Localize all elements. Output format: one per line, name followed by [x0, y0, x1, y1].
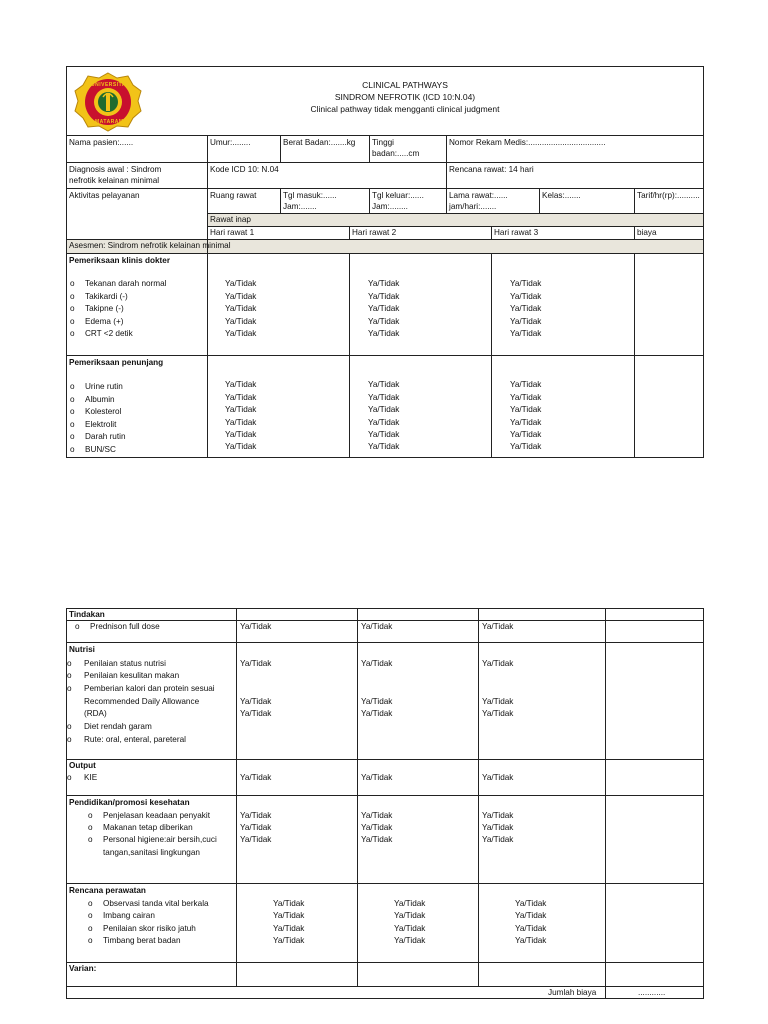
- ya-tidak-option[interactable]: Ya/Tidak: [368, 430, 400, 439]
- rencana-item: Observasi tanda vital berkala: [103, 899, 209, 908]
- ya-tidak-option[interactable]: Ya/Tidak: [225, 418, 257, 427]
- ya-tidak-option[interactable]: Ya/Tidak: [394, 936, 426, 945]
- ya-tidak-option[interactable]: Ya/Tidak: [225, 380, 257, 389]
- rencana-item: Penilaian skor risiko jatuh: [103, 924, 196, 933]
- rencana-rawat: Rencana rawat: 14 hari: [449, 165, 534, 174]
- bullet-icon: o: [88, 823, 93, 832]
- page-note: Clinical pathway tidak mengganti clinical judgment: [310, 104, 500, 114]
- ya-tidak-option[interactable]: Ya/Tidak: [240, 622, 272, 631]
- klinis-item: CRT <2 detik: [85, 329, 133, 338]
- penunjang-item: Kolesterol: [85, 407, 122, 416]
- ya-tidak-option[interactable]: Ya/Tidak: [510, 380, 542, 389]
- ya-tidak-option[interactable]: Ya/Tidak: [368, 317, 400, 326]
- ya-tidak-option[interactable]: Ya/Tidak: [225, 393, 257, 402]
- ya-tidak-option[interactable]: Ya/Tidak: [368, 304, 400, 313]
- pendidikan-item: tangan,sanitasi lingkungan: [103, 848, 200, 857]
- tindakan-title: Tindakan: [69, 610, 105, 619]
- bullet-icon: o: [88, 911, 93, 920]
- ya-tidak-option[interactable]: Ya/Tidak: [273, 936, 305, 945]
- logo-text-top: UNIVERSITAS: [91, 82, 130, 88]
- bullet-icon: o: [67, 773, 72, 782]
- ya-tidak-option[interactable]: Ya/Tidak: [225, 304, 257, 313]
- ya-tidak-option[interactable]: Ya/Tidak: [394, 924, 426, 933]
- pendidikan-item: Penjelasan keadaan penyakit: [103, 811, 210, 820]
- bullet-icon: o: [88, 811, 93, 820]
- ya-tidak-option[interactable]: Ya/Tidak: [515, 899, 547, 908]
- jam-keluar-field[interactable]: Jam:........: [372, 202, 408, 211]
- diagnosis-label-2: nefrotik kelainan minimal: [69, 176, 160, 185]
- berat-badan-field[interactable]: Berat Badan:.......kg: [283, 138, 356, 147]
- klinis-title: Pemeriksaan klinis dokter: [69, 256, 171, 265]
- bullet-icon: o: [70, 445, 75, 454]
- nutrisi-item: (RDA): [84, 709, 107, 718]
- ya-tidak-option[interactable]: Ya/Tidak: [515, 924, 547, 933]
- hari-rawat-1-label: Hari rawat 1: [210, 228, 255, 237]
- output-title: Output: [69, 761, 96, 770]
- ya-tidak-option[interactable]: Ya/Tidak: [510, 418, 542, 427]
- kelas-field[interactable]: Kelas:.......: [542, 191, 581, 200]
- bullet-icon: o: [67, 722, 72, 731]
- ya-tidak-option[interactable]: Ya/Tidak: [240, 835, 272, 844]
- jumlah-biaya-field[interactable]: ............: [638, 988, 666, 997]
- ya-tidak-option[interactable]: Ya/Tidak: [361, 811, 393, 820]
- ya-tidak-option[interactable]: Ya/Tidak: [482, 697, 514, 706]
- penunjang-item: Elektrolit: [85, 420, 117, 429]
- penunjang-item: Darah rutin: [85, 432, 126, 441]
- ya-tidak-option[interactable]: Ya/Tidak: [368, 418, 400, 427]
- hari-rawat-2-label: Hari rawat 2: [352, 228, 397, 237]
- bullet-icon: o: [70, 382, 75, 391]
- ya-tidak-option[interactable]: Ya/Tidak: [225, 279, 257, 288]
- jam-hari-field[interactable]: jam/hari:.......: [449, 202, 497, 211]
- ya-tidak-option[interactable]: Ya/Tidak: [361, 835, 393, 844]
- ya-tidak-option[interactable]: Ya/Tidak: [273, 924, 305, 933]
- ya-tidak-option[interactable]: Ya/Tidak: [510, 442, 542, 451]
- ya-tidak-option[interactable]: Ya/Tidak: [240, 773, 272, 782]
- ya-tidak-option[interactable]: Ya/Tidak: [240, 697, 272, 706]
- jam-masuk-field[interactable]: Jam:.......: [283, 202, 317, 211]
- tinggi-badan-field[interactable]: badan:.....cm: [372, 149, 420, 158]
- rencana-item: Imbang cairan: [103, 911, 155, 920]
- ya-tidak-option[interactable]: Ya/Tidak: [510, 405, 542, 414]
- penunjang-item: Urine rutin: [85, 382, 123, 391]
- page-subtitle: SINDROM NEFROTIK (ICD 10:N.04): [334, 92, 476, 102]
- ya-tidak-option[interactable]: Ya/Tidak: [510, 430, 542, 439]
- klinis-item: Edema (+): [85, 317, 124, 326]
- ya-tidak-option[interactable]: Ya/Tidak: [361, 709, 393, 718]
- ya-tidak-option[interactable]: Ya/Tidak: [394, 911, 426, 920]
- ya-tidak-option[interactable]: Ya/Tidak: [510, 317, 542, 326]
- university-logo: [73, 71, 143, 133]
- bullet-icon: o: [70, 420, 75, 429]
- bullet-icon: o: [67, 671, 72, 680]
- bullet-icon: o: [70, 407, 75, 416]
- klinis-item: Takipne (-): [85, 304, 124, 313]
- bullet-icon: o: [67, 684, 72, 693]
- logo-text-bottom: MATARAM: [95, 119, 124, 125]
- ya-tidak-option[interactable]: Ya/Tidak: [368, 442, 400, 451]
- ya-tidak-option[interactable]: Ya/Tidak: [368, 279, 400, 288]
- nutrisi-item: Penilaian kesulitan makan: [84, 671, 180, 680]
- nutrisi-title: Nutrisi: [69, 645, 95, 654]
- penunjang-title: Pemeriksaan penunjang: [69, 358, 164, 367]
- ya-tidak-option[interactable]: Ya/Tidak: [225, 292, 257, 301]
- bullet-icon: o: [88, 899, 93, 908]
- ya-tidak-option[interactable]: Ya/Tidak: [510, 292, 542, 301]
- ya-tidak-option[interactable]: Ya/Tidak: [225, 442, 257, 451]
- ya-tidak-option[interactable]: Ya/Tidak: [482, 835, 514, 844]
- bullet-icon: o: [70, 304, 75, 313]
- bullet-icon: o: [88, 936, 93, 945]
- bullet-icon: o: [70, 317, 75, 326]
- ya-tidak-option[interactable]: Ya/Tidak: [240, 659, 272, 668]
- bullet-icon: o: [70, 432, 75, 441]
- ruang-rawat[interactable]: Ruang rawat: [210, 191, 257, 200]
- tindakan-item: Prednison full dose: [90, 622, 160, 631]
- ya-tidak-option[interactable]: Ya/Tidak: [368, 405, 400, 414]
- icd-code: Kode ICD 10: N.04: [210, 165, 279, 174]
- bullet-icon: o: [70, 329, 75, 338]
- bullet-icon: o: [70, 395, 75, 404]
- nutrisi-item: Recommended Daily Allowance: [84, 697, 200, 706]
- rencana-item: Timbang berat badan: [103, 936, 181, 945]
- ya-tidak-option[interactable]: Ya/Tidak: [510, 329, 542, 338]
- pendidikan-item: Personal higiene:air bersih,cuci: [103, 835, 217, 844]
- ya-tidak-option[interactable]: Ya/Tidak: [515, 911, 547, 920]
- biaya-label: biaya: [637, 228, 657, 237]
- rawat-inap-label: Rawat inap: [210, 215, 251, 224]
- page-title: CLINICAL PATHWAYS: [362, 80, 448, 90]
- tgl-keluar-field[interactable]: Tgl keluar:......: [372, 191, 424, 200]
- bullet-icon: o: [88, 924, 93, 933]
- nutrisi-item: Rute: oral, enteral, pareteral: [84, 735, 186, 744]
- ya-tidak-option[interactable]: Ya/Tidak: [273, 899, 305, 908]
- lama-rawat-field[interactable]: Lama rawat:......: [449, 191, 508, 200]
- ya-tidak-option[interactable]: Ya/Tidak: [510, 279, 542, 288]
- diagnosis-label: Diagnosis awal : Sindrom: [69, 165, 162, 174]
- hari-rawat-3-label: Hari rawat 3: [494, 228, 539, 237]
- pendidikan-title: Pendidikan/promosi kesehatan: [69, 798, 190, 807]
- ya-tidak-option[interactable]: Ya/Tidak: [361, 697, 393, 706]
- ya-tidak-option[interactable]: Ya/Tidak: [482, 773, 514, 782]
- ya-tidak-option[interactable]: Ya/Tidak: [225, 329, 257, 338]
- tgl-masuk-field[interactable]: Tgl masuk:......: [283, 191, 337, 200]
- nutrisi-item: Diet rendah garam: [84, 722, 152, 731]
- bullet-icon: o: [70, 292, 75, 301]
- ya-tidak-option[interactable]: Ya/Tidak: [510, 304, 542, 313]
- ya-tidak-option[interactable]: Ya/Tidak: [368, 329, 400, 338]
- ya-tidak-option[interactable]: Ya/Tidak: [361, 773, 393, 782]
- rencana-title: Rencana perawatan: [69, 886, 146, 895]
- umur-field[interactable]: Umur:........: [210, 138, 251, 147]
- output-item: KIE: [84, 773, 98, 782]
- klinis-item: Takikardi (-): [85, 292, 128, 301]
- penunjang-item: BUN/SC: [85, 445, 116, 454]
- jumlah-biaya-label: Jumlah biaya: [548, 988, 597, 997]
- ya-tidak-option[interactable]: Ya/Tidak: [240, 823, 272, 832]
- varian-title: Varian:: [69, 964, 97, 973]
- ya-tidak-option[interactable]: Ya/Tidak: [515, 936, 547, 945]
- ya-tidak-option[interactable]: Ya/Tidak: [225, 430, 257, 439]
- asesmen-label: Asesmen: Sindrom nefrotik kelainan minimal: [69, 241, 231, 250]
- nutrisi-item: Penilaian status nutrisi: [84, 659, 166, 668]
- bullet-icon: o: [70, 279, 75, 288]
- bullet-icon: o: [67, 735, 72, 744]
- ya-tidak-option[interactable]: Ya/Tidak: [510, 393, 542, 402]
- ya-tidak-option[interactable]: Ya/Tidak: [394, 899, 426, 908]
- ya-tidak-option[interactable]: Ya/Tidak: [361, 659, 393, 668]
- ya-tidak-option[interactable]: Ya/Tidak: [361, 622, 393, 631]
- ya-tidak-option[interactable]: Ya/Tidak: [482, 622, 514, 631]
- page-2: [0, 600, 768, 1000]
- bullet-icon: o: [67, 659, 72, 668]
- ya-tidak-option[interactable]: Ya/Tidak: [368, 393, 400, 402]
- penunjang-item: Albumin: [85, 395, 115, 404]
- ya-tidak-option[interactable]: Ya/Tidak: [225, 317, 257, 326]
- klinis-item: Tekanan darah normal: [85, 279, 167, 288]
- nama-pasien-field[interactable]: Nama pasien:......: [69, 138, 134, 147]
- pendidikan-item: Makanan tetap diberikan: [103, 823, 193, 832]
- ya-tidak-option[interactable]: Ya/Tidak: [273, 911, 305, 920]
- ya-tidak-option[interactable]: Ya/Tidak: [225, 405, 257, 414]
- page-1: [0, 0, 768, 470]
- ya-tidak-option[interactable]: Ya/Tidak: [482, 811, 514, 820]
- rekam-medis-field[interactable]: Nomor Rekam Medis:..................................: [449, 138, 606, 147]
- ya-tidak-option[interactable]: Ya/Tidak: [240, 709, 272, 718]
- tarif-field[interactable]: Tarif/hr(rp):..........: [637, 191, 700, 200]
- ya-tidak-option[interactable]: Ya/Tidak: [368, 380, 400, 389]
- bullet-icon: o: [88, 835, 93, 844]
- ya-tidak-option[interactable]: Ya/Tidak: [482, 823, 514, 832]
- bullet-icon: o: [75, 622, 80, 631]
- tinggi-badan-label: Tinggi: [372, 138, 394, 147]
- ya-tidak-option[interactable]: Ya/Tidak: [482, 659, 514, 668]
- ya-tidak-option[interactable]: Ya/Tidak: [368, 292, 400, 301]
- ya-tidak-option[interactable]: Ya/Tidak: [240, 811, 272, 820]
- aktivitas-label: Aktivitas pelayanan: [69, 191, 140, 200]
- nutrisi-item: Pemberian kalori dan protein sesuai: [84, 684, 215, 693]
- ya-tidak-option[interactable]: Ya/Tidak: [482, 709, 514, 718]
- ya-tidak-option[interactable]: Ya/Tidak: [361, 823, 393, 832]
